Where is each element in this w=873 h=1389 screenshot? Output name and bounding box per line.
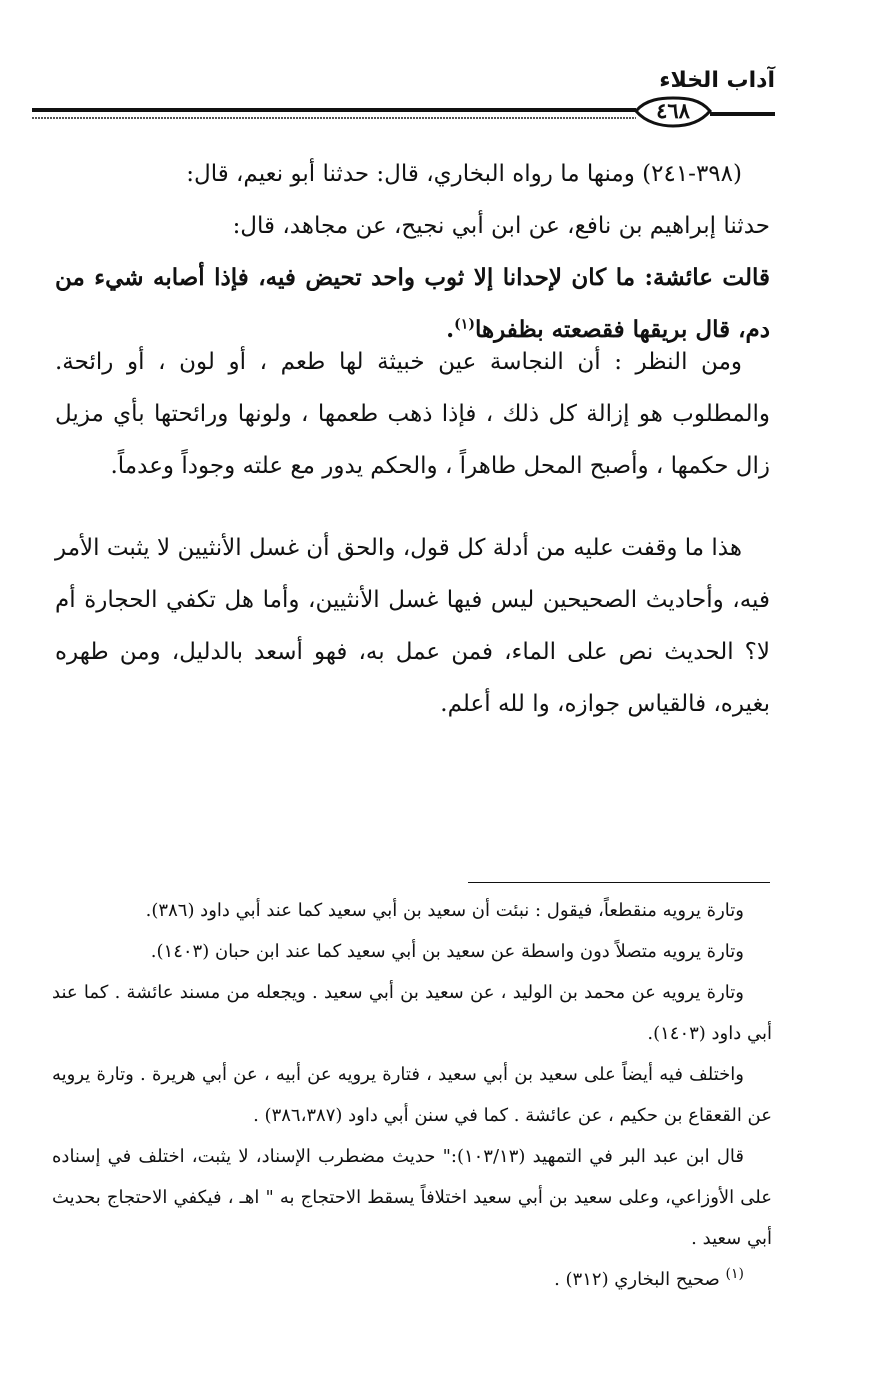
hadith-text: قالت عائشة: ما كان لإحدانا إلا ثوب واحد تحيض فيه، فإذا أصابه شيء من دم، قال بريقها فقصعته بظفرها — [55, 264, 770, 343]
hadith-isnad-line-1: (٣٩٨-٢٤١) ومنها ما رواه البخاري، قال: حدثنا أبو نعيم، قال: — [186, 161, 742, 187]
running-header-title: آداب الخلاء — [659, 68, 775, 93]
footnote-line-2: وتارة يرويه متصلاً دون واسطة عن سعيد بن أبي سعيد كما عند ابن حبان (١٤٠٣). — [150, 941, 744, 962]
footnote-line-3: وتارة يرويه عن محمد بن الوليد ، عن سعيد بن أبي سعيد . ويجعله من مسند عائشة . كما عند أبي داود (١٤٠٣). — [52, 982, 772, 1044]
hadith-isnad-line-2: حدثنا إبراهيم بن نافع، عن ابن أبي نجيح، عن مجاهد، قال: — [232, 213, 770, 239]
hadith-paragraph — [55, 148, 770, 343]
hadith-end-punct: . — [446, 316, 455, 343]
footnote-1-text: صحيح البخاري (٣١٢) . — [554, 1269, 720, 1290]
conclusion-paragraph: هذا ما وقفت عليه من أدلة كل قول، والحق أن غسل الأنثيين لا يثبت الأمر فيه، وأحاديث الصحيحين ليس فيها غسل الأنثيين، وأما هل تكفي الحجارة أم لا؟ الحديث نص على الماء، فمن عمل به، فهو أسعد بالدليل، ومن طهره بغيره، فالقياس جوازه، وا لله أعلم. — [55, 535, 770, 717]
footnote-divider — [468, 882, 770, 883]
footnote-line-5: قال ابن عبد البر في التمهيد (١٠٣/١٣):" حديث مضطرب الإسناد، لا يثبت، اختلف في إسناده على الأوزاعي، وعلى سعيد بن أبي سعيد اختلافاً يسقط الاحتجاج به " اهـ ، فيكفي الاحتجاج بحديث أبي سعيد . — [52, 1146, 772, 1249]
footnote-ref-1: (١) — [454, 316, 475, 333]
main-text — [55, 148, 770, 730]
page-number: ٤٦٨ — [656, 98, 690, 123]
header-rule — [0, 0, 873, 140]
footnote-line-4: واختلف فيه أيضاً على سعيد بن أبي سعيد ، فتارة يرويه عن أبيه ، عن أبي هريرة . وتارة يرويه عن القعقاع بن حكيم ، عن عائشة . كما في سنن أبي داود (٣٨٦،٣٨٧) . — [52, 1064, 772, 1126]
footnote-1-marker: (١) — [725, 1266, 744, 1282]
reasoning-paragraph: ومن النظر : أن النجاسة عين خبيثة لها طعم ، أو لون ، أو رائحة. والمطلوب هو إزالة كل ذلك ، فإذا ذهب طعمها ، ولونها ورائحتها بأي مزيل زال حكمها ، وأصبح المحل طاهراً ، والحكم يدور مع علته وجوداً وعدماً. — [55, 349, 770, 479]
footnote-line-1: وتارة يرويه منقطعاً، فيقول : نبئت أن سعيد بن أبي سعيد كما عند أبي داود (٣٨٦). — [145, 900, 744, 921]
footnotes — [52, 890, 772, 1300]
